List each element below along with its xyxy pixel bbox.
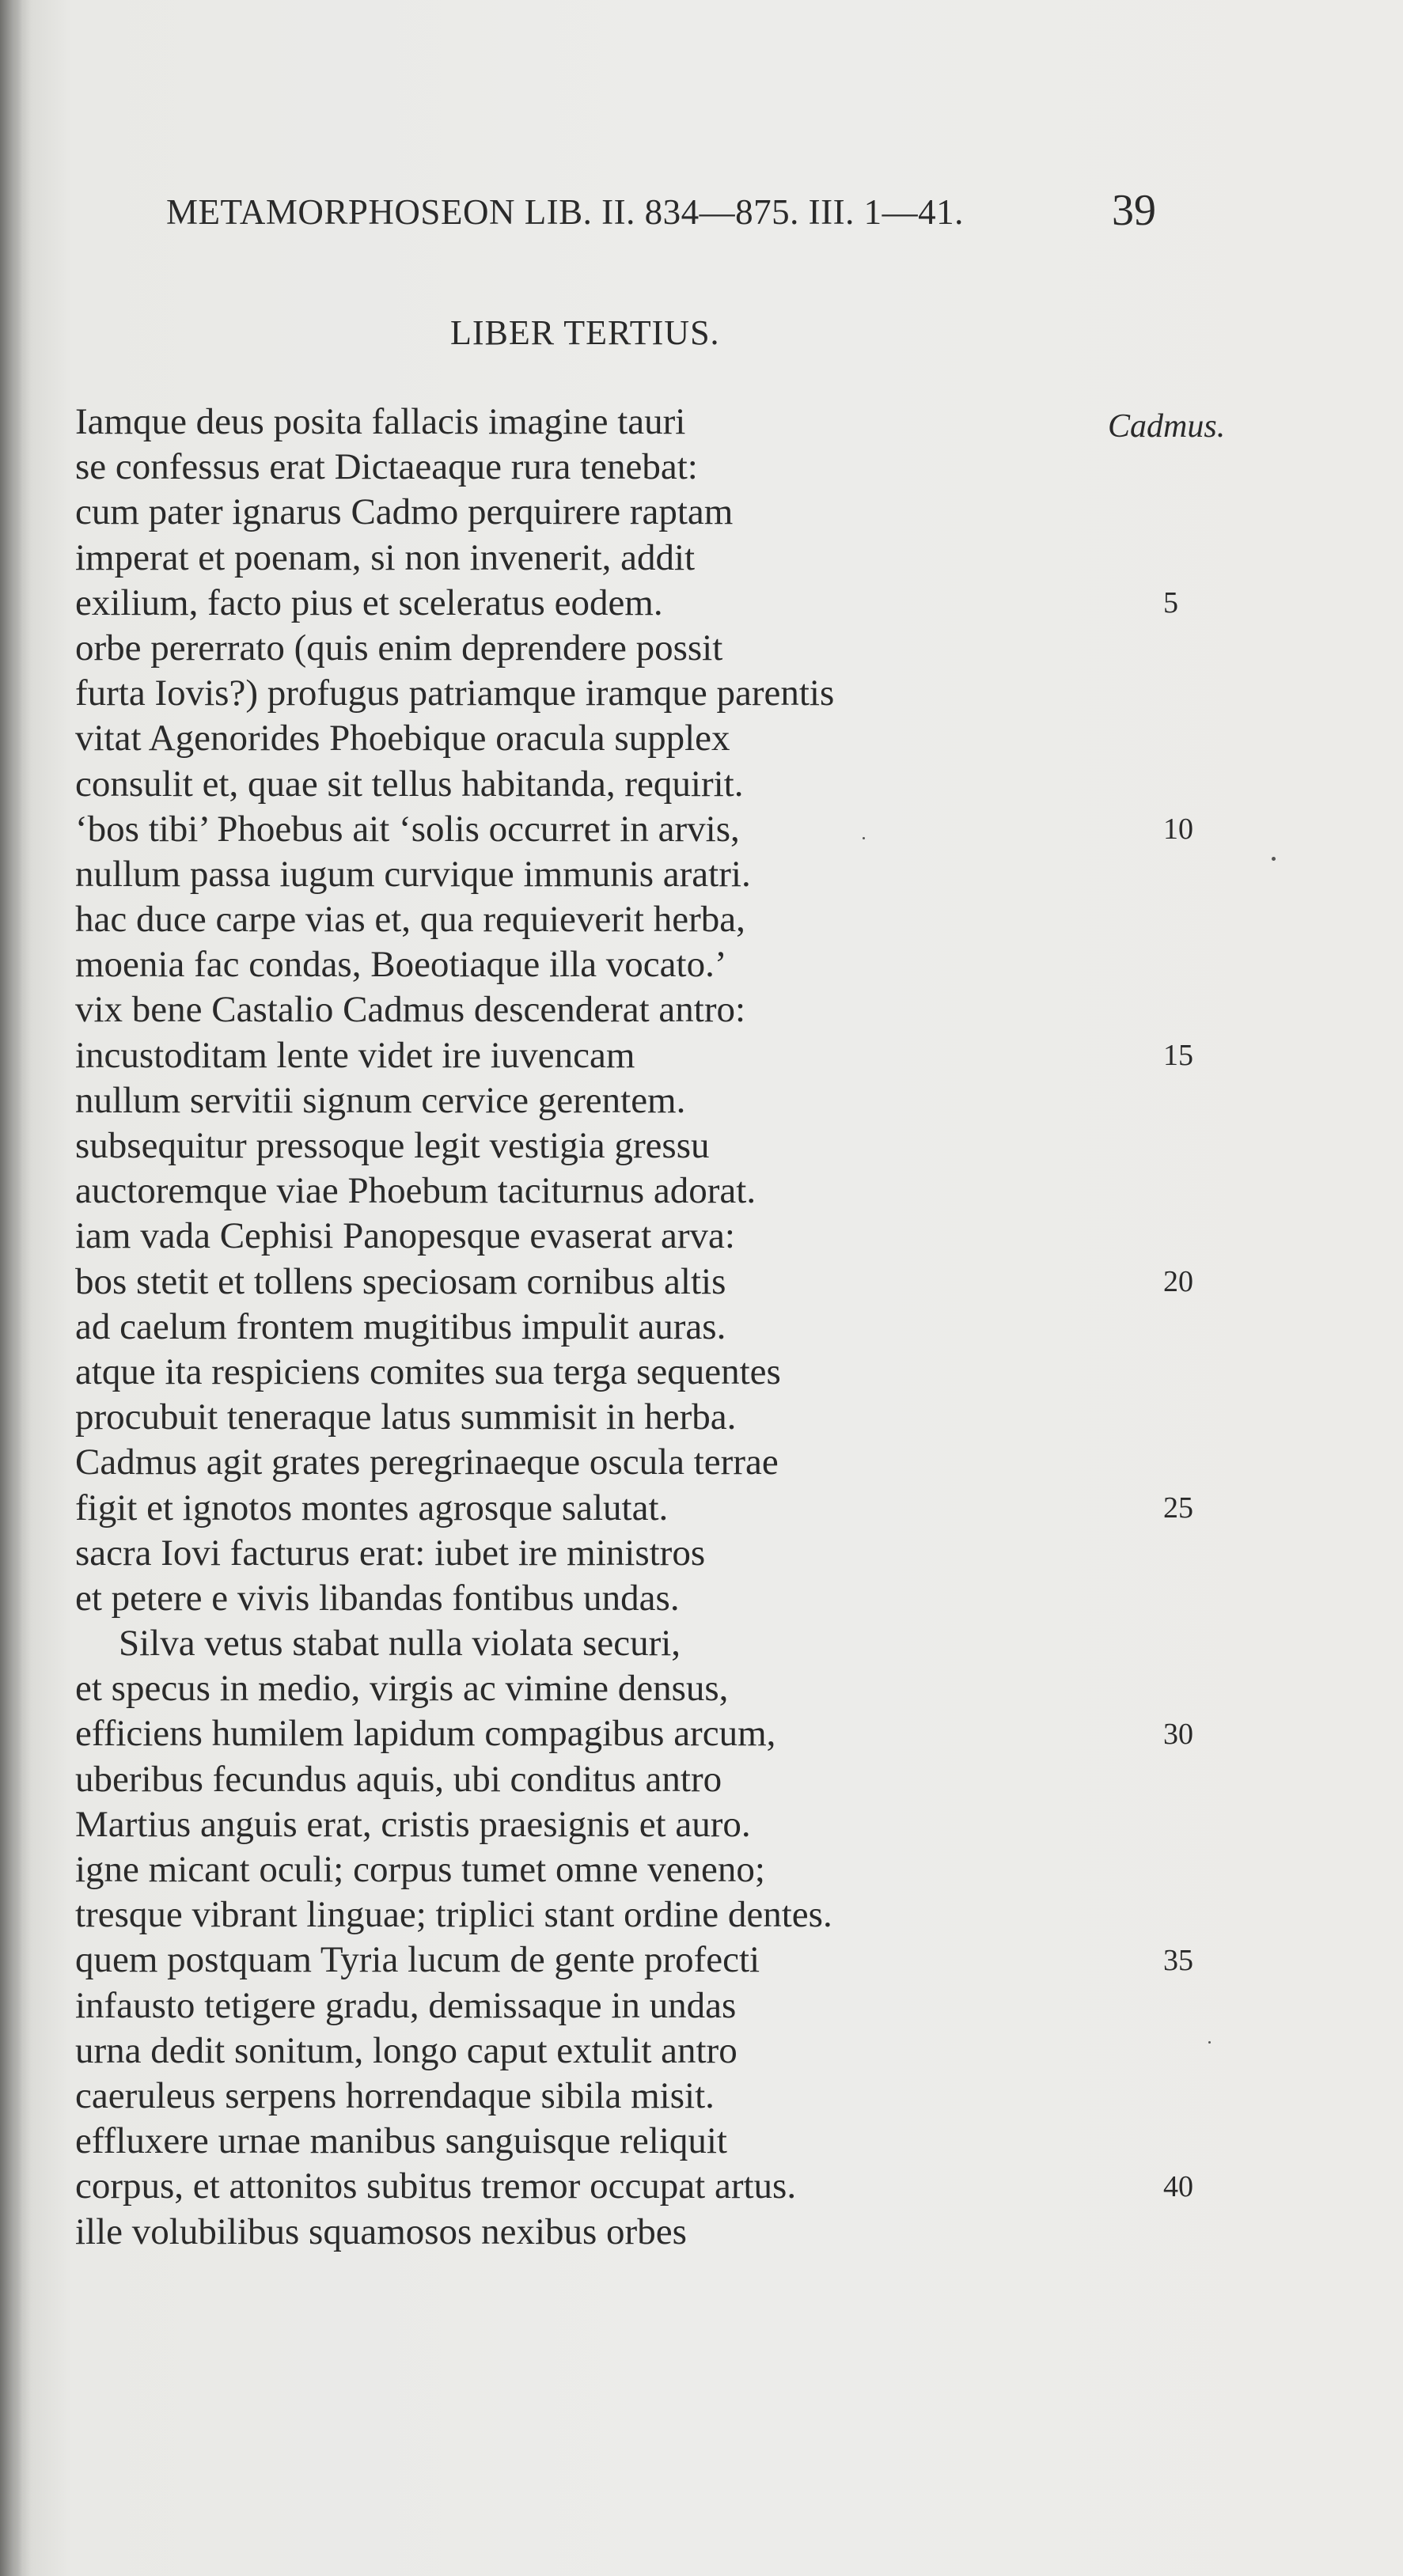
line-number: 40 xyxy=(1163,2169,1193,2203)
side-note: Cadmus. xyxy=(1108,408,1226,445)
verse-line: consulit et, quae sit tellus habitanda, requirit. xyxy=(75,763,744,805)
verse-line: vix bene Castalio Cadmus descenderat antro: xyxy=(75,989,746,1031)
verse-line: procubuit teneraque latus summisit in herba. xyxy=(75,1396,737,1438)
verse-line: exilium, facto pius et sceleratus eodem. xyxy=(75,581,663,623)
verse-line: incustoditam lente videt ire iuvencam xyxy=(75,1034,635,1076)
verse-line: sacra Iovi facturus erat: iubet ire ministros xyxy=(75,1532,706,1574)
verse-line: uberibus fecundus aquis, ubi conditus antro xyxy=(75,1758,722,1800)
verse-line: furta Iovis?) profugus patriamque iramque parentis xyxy=(75,672,835,714)
line-number: 15 xyxy=(1163,1038,1193,1072)
verse-line: nullum servitii signum cervice gerentem. xyxy=(75,1079,686,1121)
verse-line: infausto tetigere gradu, demissaque in undas xyxy=(75,1984,737,2026)
verse-line: caeruleus serpens horrendaque sibila misit. xyxy=(75,2074,715,2116)
verse-line: hac duce carpe vias et, qua requieverit herba, xyxy=(75,899,745,941)
line-number: 35 xyxy=(1163,1943,1193,1977)
verse-line: Cadmus agit grates peregrinaeque oscula terrae xyxy=(75,1441,779,1483)
verse-line: tresque vibrant linguae; triplici stant ordine dentes. xyxy=(75,1894,832,1936)
page-gutter-shadow xyxy=(0,0,22,2576)
verse-line: subsequitur pressoque legit vestigia gressu xyxy=(75,1125,710,1166)
verse-line: nullum passa iugum curvique immunis aratri. xyxy=(75,853,751,895)
verse-line: figit et ignotos montes agrosque salutat. xyxy=(75,1487,669,1529)
verse-line: iam vada Cephisi Panopesque evaserat arva: xyxy=(75,1215,735,1257)
verse-line: corpus, et attonitos subitus tremor occupat artus. xyxy=(75,2165,797,2207)
verse-line: ‘bos tibi’ Phoebus ait ‘solis occurret in arvis, xyxy=(75,808,740,850)
line-number: 30 xyxy=(1163,1717,1193,1751)
verse-line: auctoremque viae Phoebum taciturnus adorat. xyxy=(75,1170,756,1212)
verse-line: orbe pererrato (quis enim deprendere possit xyxy=(75,627,723,669)
verse-line: igne micant oculi; corpus tumet omne veneno; xyxy=(75,1849,765,1890)
verse-line: et specus in medio, virgis ac vimine densus, xyxy=(75,1668,729,1710)
line-number: 20 xyxy=(1163,1264,1193,1298)
verse-line: cum pater ignarus Cadmo perquirere raptam xyxy=(75,491,734,533)
verse-line: ille volubilibus squamosos nexibus orbes xyxy=(75,2210,687,2252)
verse-line: bos stetit et tollens speciosam cornibus altis xyxy=(75,1260,726,1302)
verse-line: moenia fac condas, Boeotiaque illa vocato.’ xyxy=(75,944,727,986)
paper-speck xyxy=(863,837,865,839)
verse-line: Silva vetus stabat nulla violata securi, xyxy=(119,1623,681,1665)
verse-line: ad caelum frontem mugitibus impulit auras. xyxy=(75,1305,726,1347)
verse-line: vitat Agenorides Phoebique oracula supplex xyxy=(75,718,730,760)
verse-line: et petere e vivis libandas fontibus undas. xyxy=(75,1577,680,1619)
paper-speck xyxy=(1208,2041,1211,2044)
line-number: 25 xyxy=(1163,1491,1193,1525)
verse-line: effluxere urnae manibus sanguisque reliquit xyxy=(75,2120,727,2162)
verse-list xyxy=(75,400,1104,2255)
line-number: 5 xyxy=(1163,585,1178,619)
page-number: 39 xyxy=(1112,186,1156,235)
verse-line: efficiens humilem lapidum compagibus arcum, xyxy=(75,1713,776,1755)
verse-line: Iamque deus posita fallacis imagine tauri xyxy=(75,401,686,442)
verse-line: se confessus erat Dictaeaque rura tenebat: xyxy=(75,446,698,488)
running-title: METAMORPHOSEON LIB. II. 834—875. III. 1—41. xyxy=(166,192,964,232)
verse-line: Martius anguis erat, cristis praesignis et auro. xyxy=(75,1803,751,1845)
verse-line: atque ita respiciens comites sua terga sequentes xyxy=(75,1351,781,1392)
book-title: LIBER TERTIUS. xyxy=(450,313,720,352)
verse-line: imperat et poenam, si non invenerit, addit xyxy=(75,536,696,578)
paper-speck xyxy=(1272,857,1276,861)
verse-line: quem postquam Tyria lucum de gente profecti xyxy=(75,1939,760,1981)
line-number: 10 xyxy=(1163,812,1193,846)
verse-line: urna dedit sonitum, longo caput extulit antro xyxy=(75,2029,738,2071)
